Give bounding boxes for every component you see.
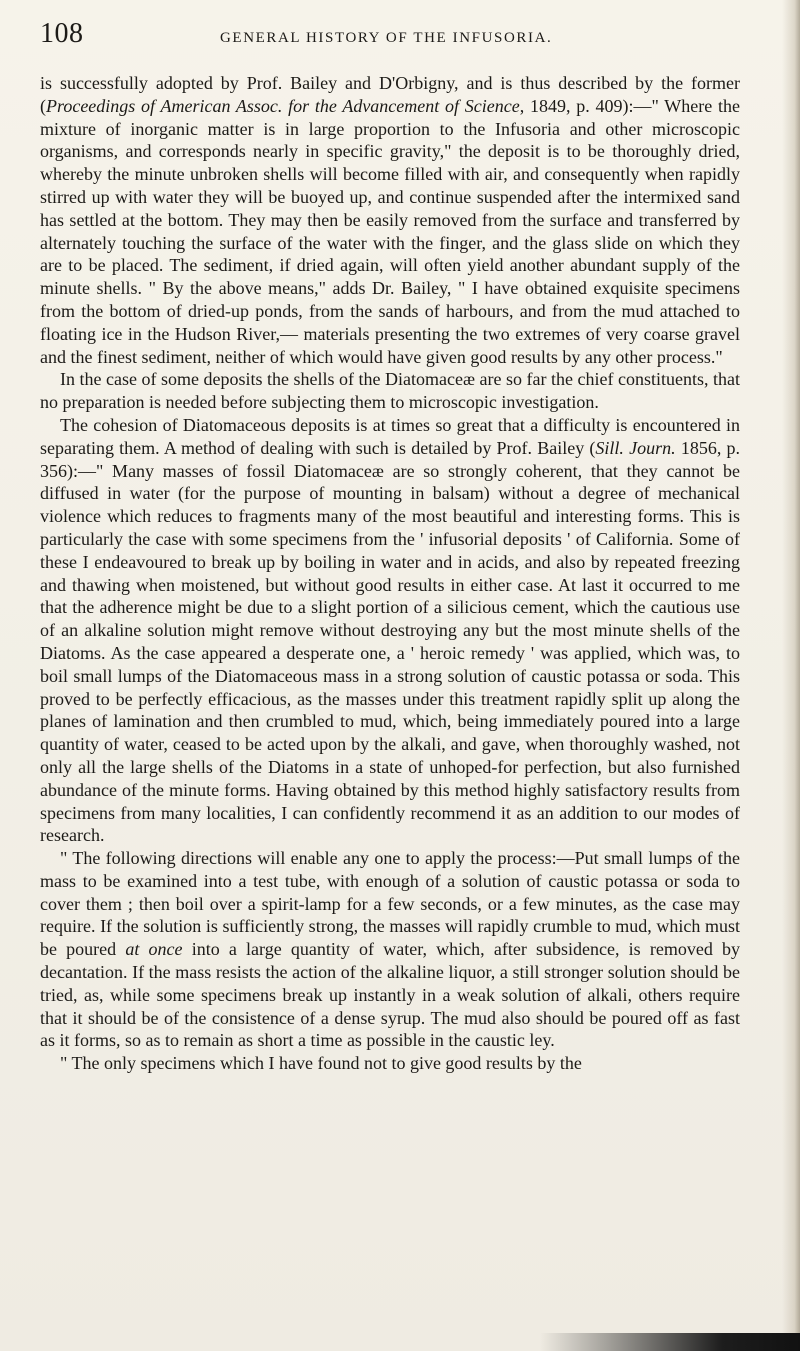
page-edge-shadow [782, 0, 800, 1351]
text-run: In the case of some deposits the shells of the Diatomaceæ are so far the chief constituents, that no preparation is needed before subjecting them to microscopic investigation. [40, 369, 740, 413]
italic-citation: Proceedings of American Assoc. for the Advancement of Science [46, 95, 520, 116]
paragraph [40, 847, 740, 1052]
body-text [40, 72, 740, 1332]
page-header [40, 18, 740, 58]
text-run: 1856, p. 356):—" Many masses of fossil Diatomaceæ are so strongly coherent, that they cannot be diffused in water (for the purpose of mounting in balsam) without a degree of mechanical violence which reduces to fragments many of the most beautiful and interesting forms. This is particularly the case with some specimens from the ' infusorial deposits ' of California. Some of these I endeavoured to break up by boiling in water and in acids, and also by repeated freezing and thawing when moistened, but without good results in either case. At last it occurred to me that the adherence might be due to a slight portion of a silicious cement, which the cautious use of an alkaline solution might remove without destroying any but the most minute shells of the Diatoms. As the case appeared a desperate one, a ' heroic remedy ' was applied, which was, to boil small lumps of the Diatomaceous mass in a strong solution of caustic potassa or soda. This proved to be perfectly efficacious, as the masses under this treatment rapidly split up along the planes of lamination and then crumbled to mud, which, being immediately poured into a large quantity of water, ceased to be acted upon by the alkali, and gave, when thoroughly washed, not only all the large shells of the Diatoms in a state of unhoped-for perfection, but also furnished abundance of the minute forms. Having obtained by this method highly satisfactory results from specimens from many localities, I can confidently recommend it as an addition to our modes of research. [40, 437, 740, 846]
italic-citation: Sill. Journ. [595, 437, 676, 458]
text-run: , 1849, p. 409):—" Where the mixture of inorganic matter is in large proportion to the Infusoria and other microscopic organisms, and corresponds nearly in specific gravity," the deposit is to be thoroughly dried, whereby the minute unbroken shells will become filled with air, and consequently when rapidly stirred up with water they will be buoyed up, and continue suspended after the intermixed sand has settled at the bottom. They may then be easily removed from the surface and transferred by alternately touching the surface of the water with the finger, and the glass slide on which they are to be placed. The sediment, if dried again, will often yield another abundant supply of the minute shells. " By the above means," adds Dr. Bailey, " I have obtained exquisite specimens from the bottom of dried-up ponds, from the sands of harbours, and from the mud attached to floating ice in the Hudson River,— materials presenting the two extremes of very coarse gravel and the finest sediment, neither of which would have given good results by any other process." [40, 95, 740, 367]
paragraph [40, 368, 740, 414]
paragraph [40, 1052, 740, 1075]
paragraph [40, 72, 740, 368]
text-run: " The only specimens which I have found not to give good results by the [60, 1053, 582, 1074]
text-run: is successfully adopted by Prof. Bailey and D'Orbigny, and is thus described by the former ( [40, 73, 740, 116]
paragraph [40, 414, 740, 847]
italic-phrase: at once [125, 939, 183, 960]
page-number: 108 [40, 18, 84, 49]
running-head: GENERAL HISTORY OF THE INFUSORIA. [220, 30, 553, 46]
page-bottom-edge [540, 1333, 800, 1351]
text-run: into a large quantity of water, which, after subsidence, is removed by decantation. If the mass resists the action of the alkaline liquor, a still stronger solution should be tried, as, while some specimens break up instantly in a weak solution of alkali, others require that it should be of the consistence of a dense syrup. The mud also should be poured off as fast as it forms, so as to remain as short a time as possible in the caustic ley. [40, 939, 740, 1051]
text-run: " The following directions will enable any one to apply the process:—Put small lumps of the mass to be examined into a test tube, with enough of a solution of caustic potassa or soda to cover them ; then boil over a spirit-lamp for a few seconds, or a few minutes, as the case may require. If the solution is sufficiently strong, the masses will rapidly crumble to mud, which must be poured [40, 848, 740, 960]
text-run: The cohesion of Diatomaceous deposits is at times so great that a difficulty is encountered in separating them. A method of dealing with such is detailed by Prof. Bailey ( [40, 414, 740, 458]
